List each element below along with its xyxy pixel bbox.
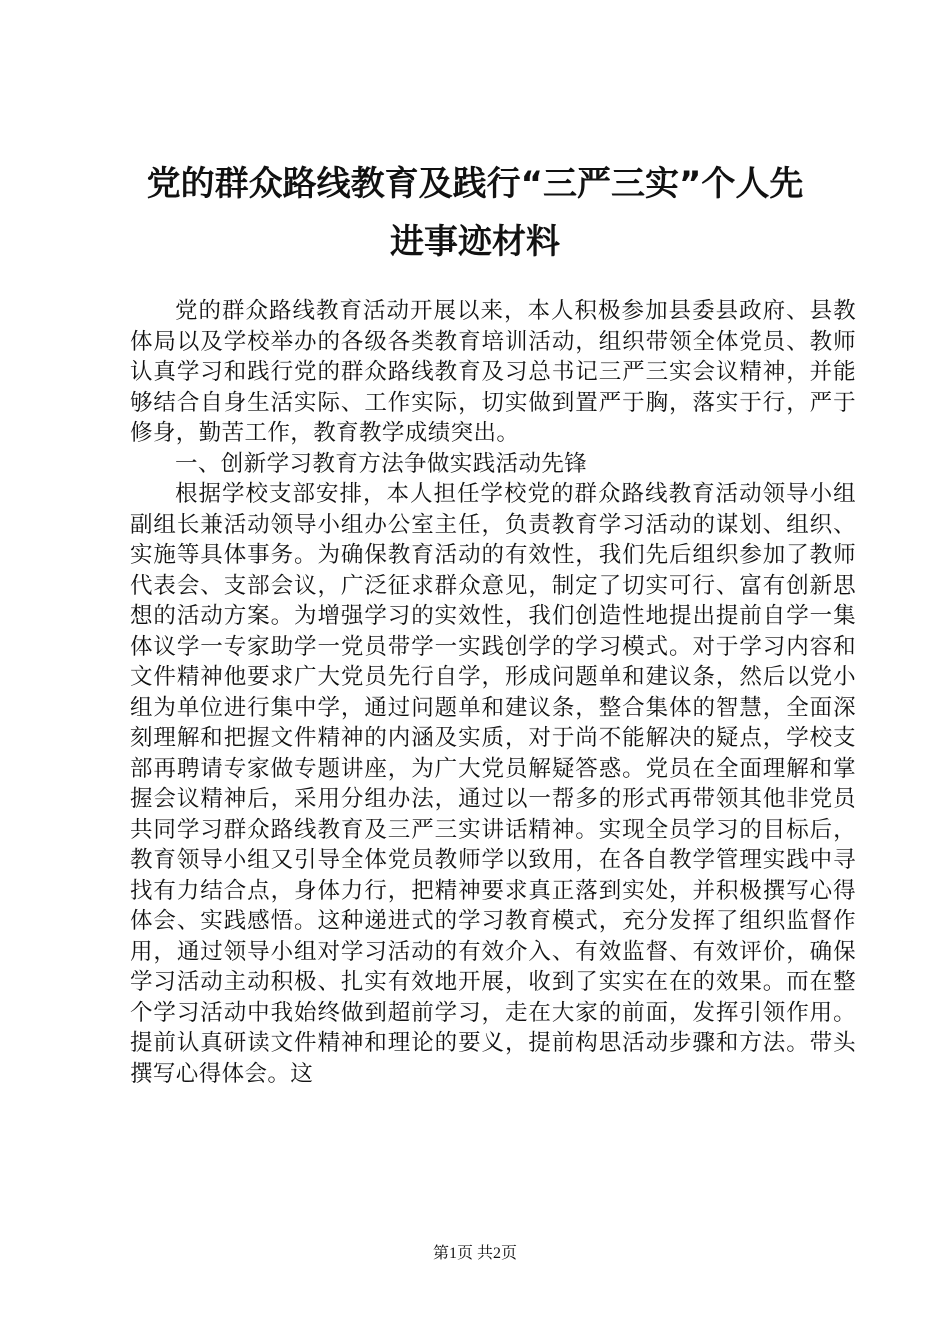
document-title-line-2: 进事迹材料: [390, 222, 560, 262]
document-body: [130, 296, 856, 1089]
paragraph-intro: 党的群众路线教育活动开展以来，本人积极参加县委县政府、县教体局以及学校举办的各级各类教育培训活动，组织带领全体党员、教师认真学习和践行党的群众路线教育及习总书记三严三实会议精神，并能够结合自身生活实际、工作实际，切实做到置严于胸，落实于行，严于修身，勤苦工作，教育教学成绩突出。: [130, 298, 856, 446]
document-title-line-1: 党的群众路线教育及践行“三严三实”个人先: [146, 164, 804, 204]
paragraph-section-1: 根据学校支部安排，本人担任学校党的群众路线教育活动领导小组副组长兼活动领导小组办公室主任，负责教育学习活动的谋划、组织、实施等具体事务。为确保教育活动的有效性，我们先后组织参加了教师代表会、支部会议，广泛征求群众意见，制定了切实可行、富有创新思想的活动方案。为增强学习的实效性，我们创造性地提出提前自学一集体议学一专家助学一党员带学一实践创学的学习模式。对于学习内容和文件精神他要求广大党员先行自学，形成问题单和建议条，然后以党小组为单位进行集中学，通过问题单和建议条，整合集体的智慧，全面深刻理解和把握文件精神的内涵及实质，对于尚不能解决的疑点，学校支部再聘请专家做专题讲座，为广大党员解疑答惑。党员在全面理解和掌握会议精神后，采用分组办法，通过以一帮多的形式再带领其他非党员共同学习群众路线教育及三严三实讲话精神。实现全员学习的目标后，教育领导小组又引导全体党员教师学以致用，在各自教学管理实践中寻找有力结合点，身体力行，把精神要求真正落到实处，并积极撰写心得体会、实践感悟。这种递进式的学习教育模式，充分发挥了组织监督作用，通过领导小组对学习活动的有效介入、有效监督、有效评价，确保学习活动主动积极、扎实有效地开展，收到了实实在在的效果。而在整个学习活动中我始终做到超前学习，走在大家的前面，发挥引领作用。提前认真研读文件精神和理论的要义，提前构思活动步骤和方法。带头撰写心得体会。这: [130, 481, 856, 1087]
section-heading: 一、创新学习教育方法争做实践活动先锋: [175, 450, 588, 477]
page-number-footer: 第1页 共2页: [432, 1245, 517, 1262]
